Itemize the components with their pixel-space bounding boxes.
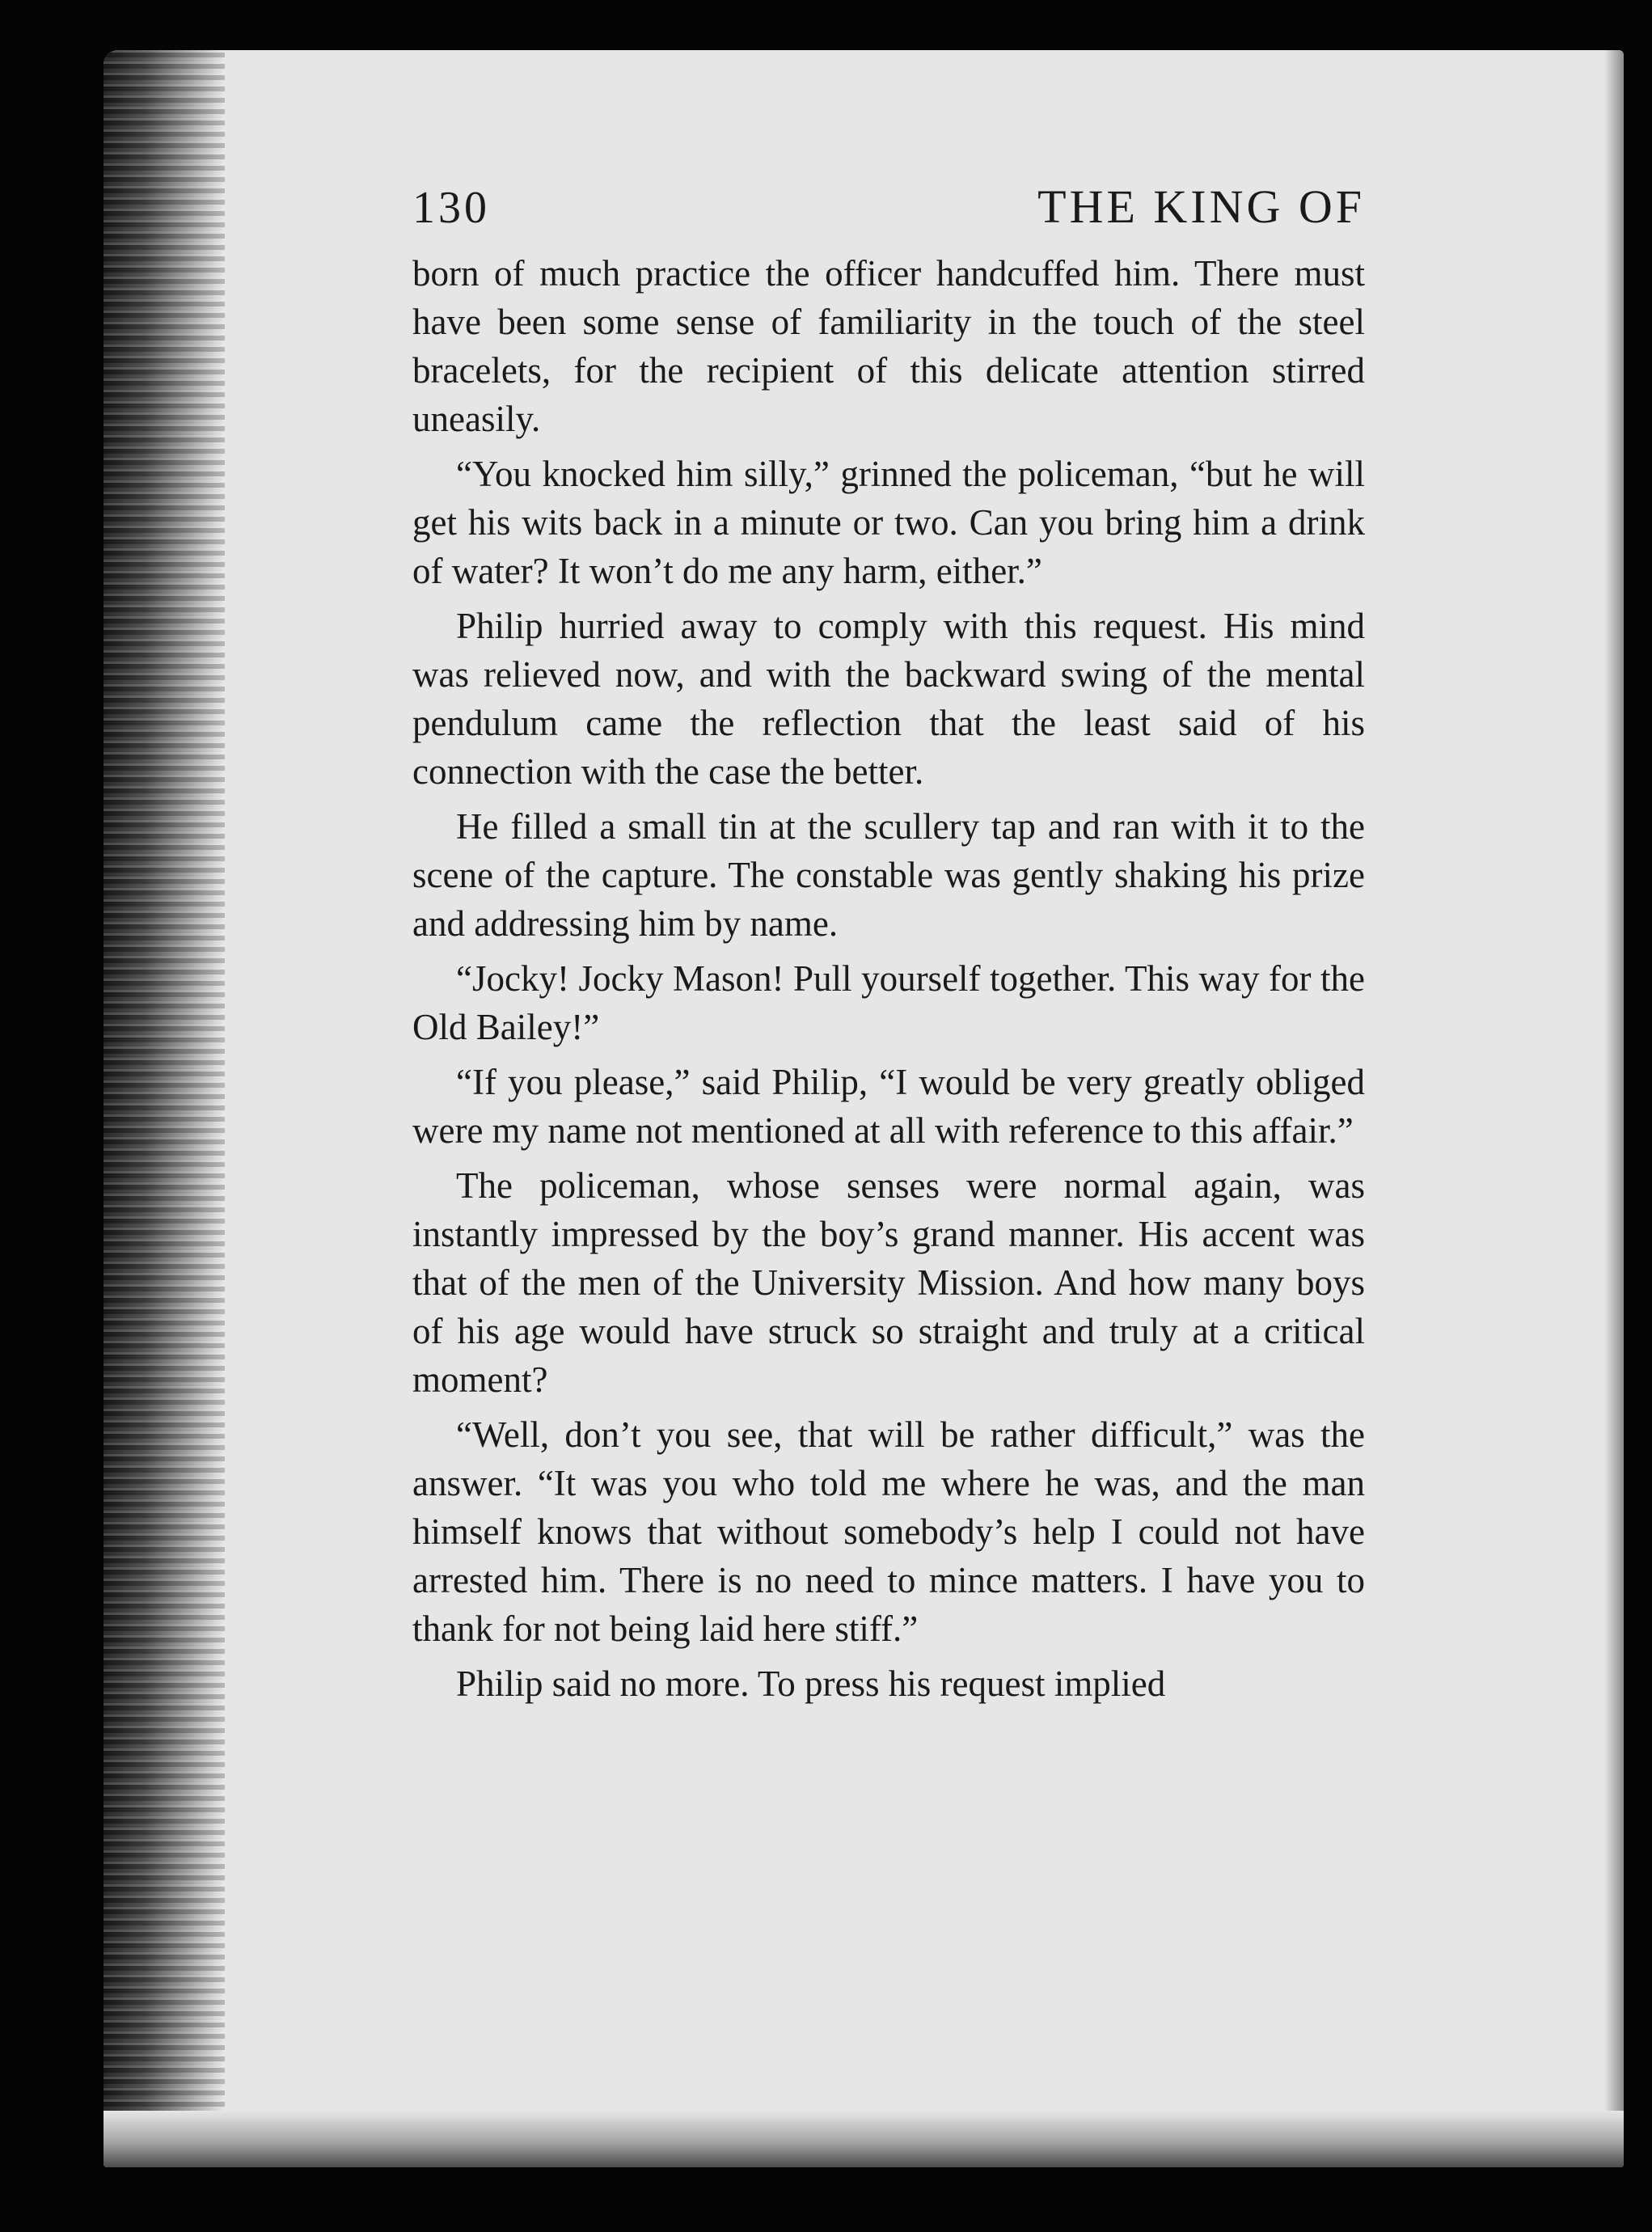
page-text-block [412,180,1365,1714]
running-head-title: THE KING OF [1037,180,1365,233]
paragraph: “Well, don’t you see, that will be rather difficult,” was the answer. “It was you who told me where he was, and the man himself knows that without somebody’s help I could not have arrested him. There is no need to mince matters. I have you to thank for not being laid here stiff.” [412,1414,1365,1649]
paragraph: He filled a small tin at the scullery tap and ran with it to the scene of the capture. The constable was gently shaking his prize and addressing him by name. [412,806,1365,944]
paragraph: “Jocky! Jocky Mason! Pull yourself together. This way for the Old Bailey!” [412,958,1365,1047]
page-bottom-edge [104,2111,1624,2167]
paragraph: Philip said no more. To press his request implied [456,1663,1166,1704]
paragraph: Philip hurried away to comply with this request. His mind was relieved now, and with the backward swing of the mental pendulum came the reflection that the least said of his connection with the case the better. [412,606,1365,792]
running-head [412,180,1365,249]
page-number: 130 [412,183,490,233]
paragraph: “If you please,” said Philip, “I would be very greatly obliged were my name not mentioned at all with reference to this affair.” [412,1062,1365,1151]
paragraph: The policeman, whose senses were normal again, was instantly impressed by the boy’s grand manner. His accent was that of the men of the University Mission. And how many boys of his age would have struck so straight and truly at a critical moment? [412,1165,1365,1400]
paragraph: born of much practice the officer handcuffed him. There must have been some sense of familiarity in the touch of the steel bracelets, for the recipient of this delicate attention stirred uneasily. [412,253,1365,439]
page-binding-edge [104,50,225,2167]
page-right-edge [1604,50,1624,2167]
paragraph: “You knocked him silly,” grinned the policeman, “but he will get his wits back in a minute or two. Can you bring him a drink of water? It won’t do me any harm, either.” [412,454,1365,591]
